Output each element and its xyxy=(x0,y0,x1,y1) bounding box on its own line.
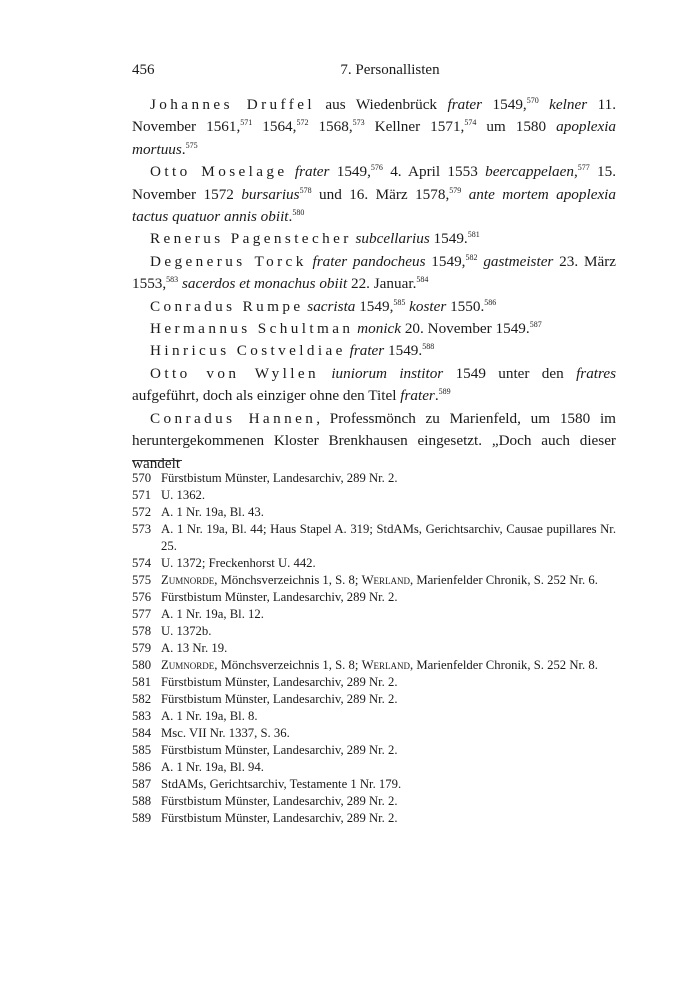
page-number: 456 xyxy=(132,62,155,78)
footnote xyxy=(132,674,616,691)
footnote xyxy=(132,589,616,606)
person-entry xyxy=(132,318,616,340)
footnote xyxy=(132,759,616,776)
footnote-number: 588 xyxy=(132,794,152,808)
footnote-number: 583 xyxy=(132,709,152,723)
footnote-number: 575 xyxy=(132,573,152,587)
footnote-text: A. 1 Nr. 19a, Bl. 8. xyxy=(161,709,258,723)
footnote-text: Zumnorde, Mönchsverzeichnis 1, S. 8; Werland, Marienfelder Chronik, S. 252 Nr. 8. xyxy=(161,658,598,672)
footnote-text: Fürstbistum Münster, Landesarchiv, 289 Nr. 2. xyxy=(161,675,398,689)
footnote xyxy=(132,691,616,708)
footnote-number: 579 xyxy=(132,641,152,655)
footnote-text: Fürstbistum Münster, Landesarchiv, 289 Nr. 2. xyxy=(161,692,398,706)
footnote-text: StdAMs, Gerichtsarchiv, Testamente 1 Nr. 179. xyxy=(161,777,402,791)
footnote-text: A. 1 Nr. 19a, Bl. 44; Haus Stapel A. 319; StdAMs, Gerichtsarchiv, Causae pupillares Nr. 25. xyxy=(161,522,616,553)
footnote xyxy=(132,521,616,555)
person-entry xyxy=(132,296,616,318)
footnote-text: Zumnorde, Mönchsverzeichnis 1, S. 8; Werland, Marienfelder Chronik, S. 252 Nr. 6. xyxy=(161,573,598,587)
person-name: Otto von Wyllen xyxy=(150,364,319,382)
footnote-number: 580 xyxy=(132,658,152,672)
footnote-number: 584 xyxy=(132,726,152,740)
footnote-text: A. 1 Nr. 19a, Bl. 12. xyxy=(161,607,264,621)
entry-text: frater 1549,$^{576}$ 4. April 1553 beercappelaen,$^{577}$ 15. November 1572 bursarius$^{578}$ und 16. März 1578,$^{579}$ ante mortem apoplexia tactus quatuor annis obiit.$^{580}$ xyxy=(132,163,617,226)
footnote-number: 574 xyxy=(132,556,152,570)
person-entry xyxy=(132,363,616,408)
person-name: Hermannus Schultman xyxy=(150,320,354,338)
footnote-number: 576 xyxy=(132,590,152,604)
running-title: 7. Personallisten xyxy=(340,62,440,78)
footnote-text: A. 1 Nr. 19a, Bl. 94. xyxy=(161,760,264,774)
footnote-number: 587 xyxy=(132,777,152,791)
person-name: Conradus Hannen xyxy=(150,409,317,427)
entry-text: iuniorum institor 1549 unter den fratres aufgeführt, doch als einziger ohne den Titel frater.$^{589}$ xyxy=(132,364,617,405)
footnote-number: 573 xyxy=(132,522,152,536)
footnote xyxy=(132,793,616,810)
footnote xyxy=(132,657,616,674)
entry-text: subcellarius 1549.$^{581}$ xyxy=(355,230,480,248)
footnote-number: 570 xyxy=(132,471,152,485)
footnote xyxy=(132,708,616,725)
footnote xyxy=(132,640,616,657)
entry-text: monick 20. November 1549.$^{587}$ xyxy=(357,320,542,338)
person-entry xyxy=(132,408,616,475)
footnote xyxy=(132,555,616,572)
footnote-number: 572 xyxy=(132,505,152,519)
footnote xyxy=(132,572,616,589)
footnote-text: Fürstbistum Münster, Landesarchiv, 289 Nr. 2. xyxy=(161,811,398,825)
person-entry xyxy=(132,340,616,362)
footnote-text: U. 1372; Freckenhorst U. 442. xyxy=(161,556,316,570)
footnote-number: 582 xyxy=(132,692,152,706)
footnote-text: A. 13 Nr. 19. xyxy=(161,641,228,655)
footnote-number: 589 xyxy=(132,811,152,825)
footnote-number: 585 xyxy=(132,743,152,757)
entry-text: , Professmönch zu Marienfeld, um 1580 im heruntergekommenen Kloster Brenkhausen eingesetzt. „Doch auch dieser wandelt xyxy=(132,409,616,472)
entry-text: aus Wiedenbrück frater 1549,$^{570}$ kelner 11. November 1561,$^{571}$ 1564,$^{572}$ 1568,$^{573}$ Kellner 1571,$^{574}$ um 1580 apoplexia mortuus.$^{575}$ xyxy=(132,96,617,158)
footnote-text: Fürstbistum Münster, Landesarchiv, 289 Nr. 2. xyxy=(161,471,398,485)
person-name: Johannes Druffel xyxy=(150,96,315,113)
footnote-number: 578 xyxy=(132,624,152,638)
entry-text: frater 1549.$^{588}$ xyxy=(349,342,435,360)
footnote xyxy=(132,470,616,487)
footnote-number: 577 xyxy=(132,607,152,621)
footnote-text: Fürstbistum Münster, Landesarchiv, 289 Nr. 2. xyxy=(161,794,398,808)
person-name: Otto Moselage xyxy=(150,163,288,181)
footnote xyxy=(132,487,616,504)
entry-text: frater pandocheus 1549,$^{582}$ gastmeister 23. März 1553,$^{583}$ sacerdos et monachus obiit 22. Januar.$^{584}$ xyxy=(132,252,617,293)
footnote-number: 571 xyxy=(132,488,152,502)
footnote xyxy=(132,776,616,793)
footnote-text: Fürstbistum Münster, Landesarchiv, 289 Nr. 2. xyxy=(161,743,398,757)
footnote xyxy=(132,623,616,640)
person-name: Conradus Rumpe xyxy=(150,297,304,315)
footnote xyxy=(132,504,616,521)
footnote-text: A. 1 Nr. 19a, Bl. 43. xyxy=(161,505,264,519)
footnote xyxy=(132,725,616,742)
footnote-number: 581 xyxy=(132,675,152,689)
person-name: Degenerus Torck xyxy=(150,252,307,270)
footnote xyxy=(132,606,616,623)
footnotes xyxy=(132,470,616,827)
person-entry xyxy=(132,94,616,161)
person-name: Hinricus Costveldiae xyxy=(150,342,346,360)
footnote-text: Msc. VII Nr. 1337, S. 36. xyxy=(161,726,290,740)
footnote-text: Fürstbistum Münster, Landesarchiv, 289 Nr. 2. xyxy=(161,590,398,604)
person-name: Renerus Pagenstecher xyxy=(150,230,352,248)
footnote-number: 586 xyxy=(132,760,152,774)
person-entry xyxy=(132,251,616,296)
person-entry xyxy=(132,161,616,228)
person-entry xyxy=(132,228,616,250)
footnote-text: U. 1362. xyxy=(161,488,206,502)
footnote xyxy=(132,810,616,827)
body-text xyxy=(132,94,616,475)
footnote-separator xyxy=(132,460,182,461)
footnote-text: U. 1372b. xyxy=(161,624,212,638)
entry-text: sacrista 1549,$^{585}$ koster 1550.$^{586}$ xyxy=(307,297,497,315)
footnote xyxy=(132,742,616,759)
